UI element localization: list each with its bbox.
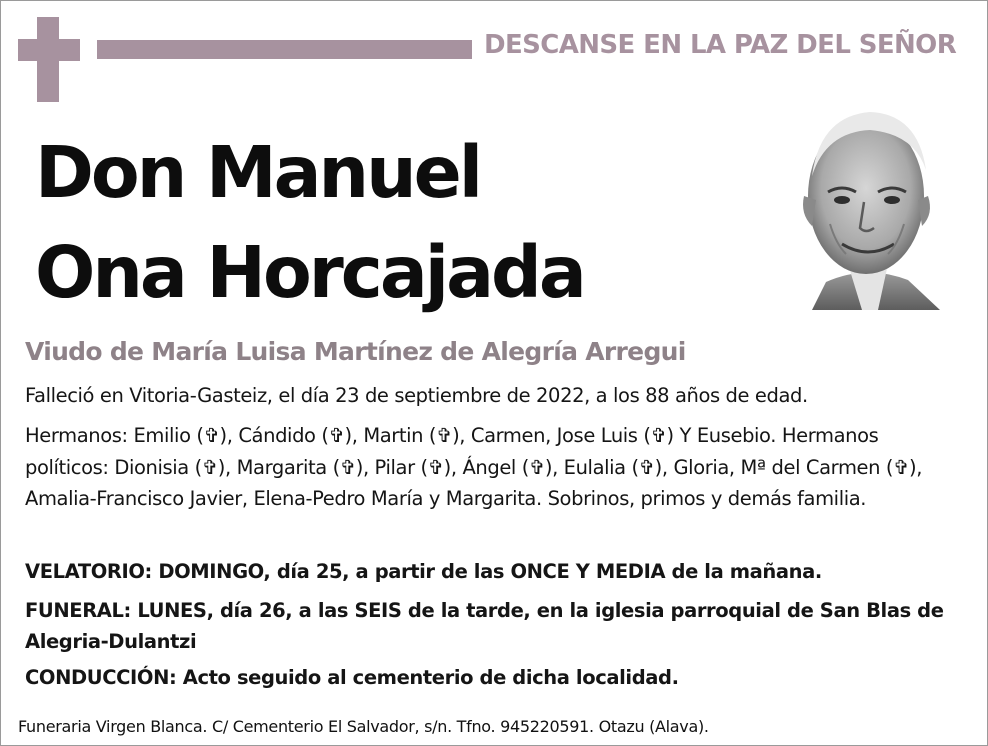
header-rule xyxy=(97,40,472,59)
family-list: Hermanos: Emilio (✞), Cándido (✞), Martin (✞), Carmen, Jose Luis (✞) Y Eusebio. Hermanos políticos: Dionisia (✞), Margarita (✞), Pilar (✞), Ángel (✞), Eulalia (✞), Gloria, Mª del Carmen (✞), Amalia-Francisco Javier, Elena-Pedro María y Margarita. Sobrinos, primos y demás familia. xyxy=(25,424,923,510)
notice-heading: DESCANSE EN LA PAZ DEL SEÑOR xyxy=(484,30,957,60)
conduccion-info: CONDUCCIÓN: Acto seguido al cementerio de dicha localidad. xyxy=(25,666,679,689)
funeral-info: FUNERAL: LUNES, día 26, a las SEIS de la tarde, en la iglesia parroquial de San Blas de Alegria-Dulantzi xyxy=(25,599,944,653)
portrait-photo xyxy=(790,104,942,310)
deceased-name-line1: Don Manuel xyxy=(35,131,481,214)
deceased-name-line2: Ona Horcajada xyxy=(35,231,584,314)
funeral-home-footer: Funeraria Virgen Blanca. C/ Cementerio El Salvador, s/n. Tfno. 945220591. Otazu (Alava). xyxy=(18,717,709,736)
widower-subtitle: Viudo de María Luisa Martínez de Alegría Arregui xyxy=(25,337,686,366)
cross-icon-arm xyxy=(18,39,80,61)
velatorio-info: VELATORIO: DOMINGO, día 25, a partir de las ONCE Y MEDIA de la mañana. xyxy=(25,560,822,583)
death-statement: Falleció en Vitoria-Gasteiz, el día 23 de septiembre de 2022, a los 88 años de edad. xyxy=(25,384,808,407)
